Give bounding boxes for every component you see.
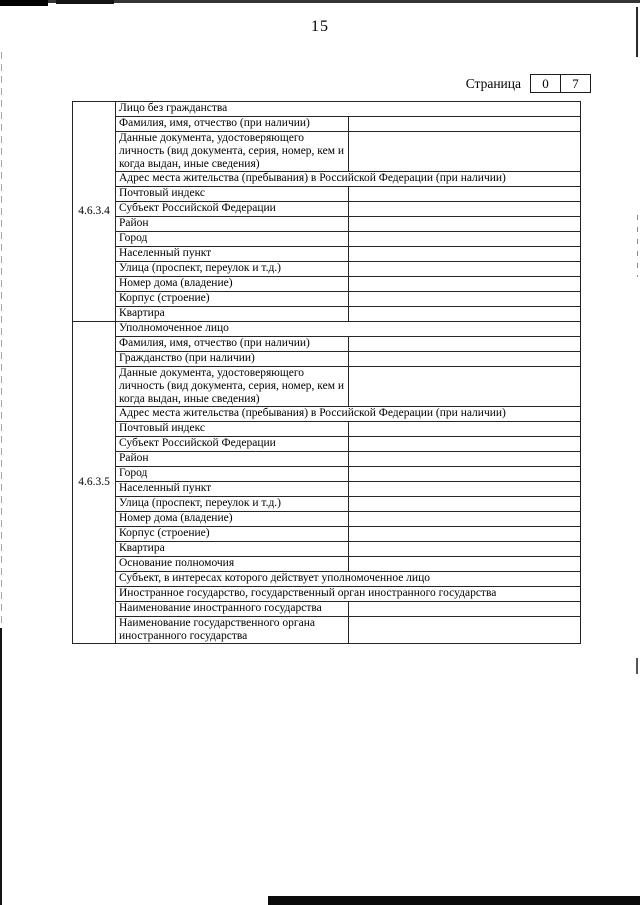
- row-label: Квартира: [116, 542, 349, 557]
- table-row: [73, 367, 581, 407]
- table-row: [73, 407, 581, 422]
- row-value: [349, 117, 581, 132]
- row-value: [349, 187, 581, 202]
- row-label: Наименование государственного органа иностранного государства: [116, 617, 349, 644]
- table-row: [73, 587, 581, 602]
- row-label: Район: [116, 452, 349, 467]
- row-label: Иностранное государство, государственный орган иностранного государства: [116, 587, 581, 602]
- row-label: Улица (проспект, переулок и т.д.): [116, 497, 349, 512]
- row-label: Лицо без гражданства: [116, 102, 581, 117]
- row-value: [349, 422, 581, 437]
- row-value: [349, 602, 581, 617]
- row-value: [349, 542, 581, 557]
- table-row: [73, 262, 581, 277]
- table-row: [73, 217, 581, 232]
- row-label: Субъект Российской Федерации: [116, 437, 349, 452]
- row-value: [349, 482, 581, 497]
- scan-artifact-left-dark-line: [0, 628, 2, 905]
- form-table: [72, 101, 581, 644]
- page-number: 15: [311, 18, 329, 35]
- table-row: [73, 557, 581, 572]
- table-row: [73, 117, 581, 132]
- row-value: [349, 307, 581, 322]
- row-value: [349, 437, 581, 452]
- table-row: [73, 172, 581, 187]
- table-row: [73, 467, 581, 482]
- table-row: [73, 352, 581, 367]
- table-row: [73, 307, 581, 322]
- scan-artifact-bottom-bar: [268, 896, 640, 905]
- page-counter-digit-box-2: 7: [561, 74, 591, 93]
- row-label: Город: [116, 467, 349, 482]
- row-label: Квартира: [116, 307, 349, 322]
- page-counter-digit-box-1: 0: [530, 74, 561, 93]
- row-label: Данные документа, удостоверяющего личность (вид документа, серия, номер, кем и когда выдан, иные сведения): [116, 132, 349, 172]
- form-table-body: [73, 102, 581, 644]
- table-row: [73, 322, 581, 337]
- row-value: [349, 232, 581, 247]
- table-row: [73, 437, 581, 452]
- row-value: [349, 292, 581, 307]
- row-label: Наименование иностранного государства: [116, 602, 349, 617]
- section-code-4.6.3.4: 4.6.3.4: [73, 102, 116, 322]
- table-row: [73, 337, 581, 352]
- row-value: [349, 367, 581, 407]
- table-row: [73, 102, 581, 117]
- row-value: [349, 452, 581, 467]
- row-label: Почтовый индекс: [116, 187, 349, 202]
- row-label: Основание полномочия: [116, 557, 349, 572]
- row-label: Номер дома (владение): [116, 512, 349, 527]
- row-value: [349, 277, 581, 292]
- row-value: [349, 247, 581, 262]
- scan-artifact-right-low-mark: [636, 658, 638, 674]
- table-row: [73, 497, 581, 512]
- row-label: Адрес места жительства (пребывания) в Российской Федерации (при наличии): [116, 407, 581, 422]
- page-counter-boxes: [530, 74, 591, 93]
- table-row: [73, 247, 581, 262]
- row-value: [349, 512, 581, 527]
- table-row: [73, 132, 581, 172]
- row-value: [349, 337, 581, 352]
- row-label: Населенный пункт: [116, 482, 349, 497]
- table-row: [73, 542, 581, 557]
- row-label: Гражданство (при наличии): [116, 352, 349, 367]
- table-row: [73, 232, 581, 247]
- table-row: [73, 512, 581, 527]
- table-row: [73, 617, 581, 644]
- row-label: Субъект Российской Федерации: [116, 202, 349, 217]
- row-label: Данные документа, удостоверяющего личность (вид документа, серия, номер, кем и когда выдан, иные сведения): [116, 367, 349, 407]
- table-row: [73, 572, 581, 587]
- table-row: [73, 202, 581, 217]
- row-value: [349, 617, 581, 644]
- row-value: [349, 557, 581, 572]
- row-label: Корпус (строение): [116, 527, 349, 542]
- row-label: Район: [116, 217, 349, 232]
- scan-artifact-right-mid-marks: [637, 215, 638, 277]
- table-row: [73, 602, 581, 617]
- row-value: [349, 262, 581, 277]
- row-label: Почтовый индекс: [116, 422, 349, 437]
- row-label: Номер дома (владение): [116, 277, 349, 292]
- row-label: Фамилия, имя, отчество (при наличии): [116, 337, 349, 352]
- row-label: Адрес места жительства (пребывания) в Российской Федерации (при наличии): [116, 172, 581, 187]
- table-row: [73, 527, 581, 542]
- row-value: [349, 202, 581, 217]
- row-value: [349, 497, 581, 512]
- scan-artifact-top-left-bar-2: [56, 0, 114, 4]
- scan-artifact-top-left-bar: [0, 0, 48, 6]
- section-code-4.6.3.5: 4.6.3.5: [73, 322, 116, 644]
- row-label: Фамилия, имя, отчество (при наличии): [116, 117, 349, 132]
- row-label: Субъект, в интересах которого действует уполномоченное лицо: [116, 572, 581, 587]
- row-value: [349, 132, 581, 172]
- table-row: [73, 187, 581, 202]
- row-value: [349, 217, 581, 232]
- row-label: Корпус (строение): [116, 292, 349, 307]
- row-label: Город: [116, 232, 349, 247]
- row-value: [349, 352, 581, 367]
- table-row: [73, 482, 581, 497]
- row-value: [349, 527, 581, 542]
- table-row: [73, 422, 581, 437]
- row-label: Улица (проспект, переулок и т.д.): [116, 262, 349, 277]
- row-label: Уполномоченное лицо: [116, 322, 581, 337]
- row-value: [349, 467, 581, 482]
- page-counter-field: [0, 74, 591, 93]
- table-row: [73, 452, 581, 467]
- table-row: [73, 277, 581, 292]
- table-row: [73, 292, 581, 307]
- row-label: Населенный пункт: [116, 247, 349, 262]
- page-counter-label: Страница: [465, 75, 521, 91]
